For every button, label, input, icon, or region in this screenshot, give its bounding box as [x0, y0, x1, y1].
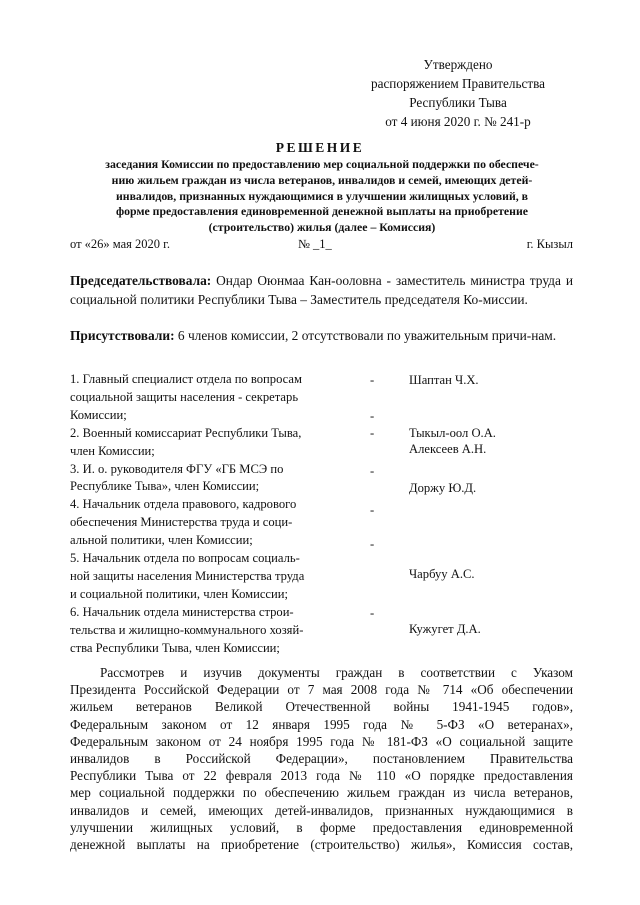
body-line: мер социальной поддержки по обеспечению жильем граждан из числа ветеранов, [70, 785, 573, 801]
body-line: Президента Российской Федерации от 7 мая 2008 года № 714 «Об обеспечении [70, 682, 573, 698]
member-row [70, 371, 580, 425]
decision-number: № _1_ [298, 237, 332, 251]
member-position-line: и социальной политики, член Комиссии; [70, 586, 288, 601]
member-dash: - [370, 409, 375, 423]
body-line: Федеральным законом от 24 ноября 1995 года № 181-ФЗ «О социальной защите [70, 733, 573, 749]
member-name: Чарбуу А.С. [409, 567, 475, 582]
main-body-paragraph [70, 664, 573, 853]
approval-line: Республики Тыва [409, 95, 507, 110]
meeting-city: г. Кызыл [526, 237, 573, 251]
member-name: Алексеев А.Н. [409, 441, 487, 456]
chair-paragraph [70, 272, 573, 309]
subtitle-line: инвалидов, признанных нуждающимися в улучшении жилищных условий, в [115, 188, 529, 203]
member-dash: - [370, 463, 375, 478]
document-subtitle [72, 157, 572, 236]
member-position-line: обеспечения Министерства труда и соци- [70, 515, 293, 530]
approval-line: распоряжением Правительства [371, 76, 545, 91]
date-line [70, 237, 573, 255]
body-line: улучшении жилищных условий, в форме предоставления единовременной [70, 819, 573, 835]
present-paragraph [70, 327, 573, 346]
approval-line: от 4 июня 2020 г. № 241-р [385, 114, 531, 129]
present-label: Присутствовали: [70, 328, 175, 343]
document-title: РЕШЕНИЕ [275, 140, 365, 155]
body-line: Федеральным законом от 12 января 1995 года № 5-ФЗ «О ветеранах», [70, 716, 573, 732]
body-line: Рассмотрев и изучив документы граждан в соответствии с Указом [100, 665, 573, 680]
member-dash: - [370, 425, 375, 440]
member-name: Доржу Ю.Д. [409, 481, 477, 496]
member-dash: - [370, 537, 375, 552]
subtitle-line: нию жильем граждан из числа ветеранов, инвалидов и семей, имеющих детей- [111, 172, 533, 187]
member-position-line: ства Республики Тыва, член Комиссии; [70, 640, 280, 655]
subtitle-line: форме предоставления единовременной денежной выплаты на приобретение [116, 204, 528, 219]
member-position-line: ной защиты населения Министерства труда [70, 568, 305, 583]
member-position-line: тельства и жилищно-коммунального хозяй- [70, 622, 304, 637]
chair-label: Председательствовала: [70, 273, 212, 288]
member-name: Кужугет Д.А. [409, 621, 481, 636]
member-dash: - [370, 605, 375, 620]
approval-block [338, 55, 578, 131]
subtitle-line: заседания Комиссии по предоставлению мер социальной поддержки по обеспече- [105, 157, 539, 171]
meeting-date: от «26» мая 2020 г. [70, 237, 171, 251]
member-position-line: 5. Начальник отдела по вопросам социаль- [70, 551, 300, 566]
body-line: инвалидов в Российской Федерации», постановлением Правительства [70, 751, 573, 767]
members-list [70, 371, 580, 658]
member-name: Шаптан Ч.Х. [409, 373, 479, 387]
member-dash: - [370, 373, 375, 387]
member-row [70, 550, 580, 604]
member-position-line: 6. Начальник отдела министерства строи- [70, 604, 294, 619]
body-line: инвалидов и семей, имеющих детей-инвалидов, признанных нуждающимися в [70, 802, 573, 818]
member-position-line: 2. Военный комиссариат Республики Тыва, [70, 425, 302, 440]
present-text: 6 членов комиссии, 2 отсутствовали по уважительным причи-нам. [174, 328, 557, 343]
subtitle-line: (строительство) жилья (далее – Комиссия) [208, 220, 436, 235]
member-row [70, 604, 580, 658]
member-position-line: член Комиссии; [70, 443, 155, 458]
member-position-line: 1. Главный специалист отдела по вопросам [70, 372, 302, 386]
member-position-line: Комиссии; [70, 407, 127, 422]
body-line: денежной выплаты на приобретение (строительство) жилья», Комиссия состав, [70, 837, 573, 853]
member-position-line: 3. И. о. руководителя ФГУ «ГБ МСЭ по [70, 461, 284, 476]
chair-text: Ондар Оюнмаа Кан-ооловна - заместитель министра труда и социальной политики Республики Тыва – Заместитель председателя Ко-миссии. [70, 273, 573, 307]
member-dash: - [370, 503, 375, 518]
member-position-line: альной политики, член Комиссии; [70, 533, 253, 548]
body-line: Республики Тыва от 22 февраля 2013 года № 110 «О порядке предоставления [70, 768, 573, 784]
member-row [70, 425, 580, 461]
body-line: жильем ветеранов Великой Отечественной войны 1941-1945 годов», [70, 699, 573, 715]
member-position-line: Республике Тыва», член Комиссии; [70, 479, 260, 494]
member-name: Тыкыл-оол О.А. [409, 425, 496, 440]
member-position-line: социальной защиты населения - секретарь [70, 389, 299, 404]
member-position-line: 4. Начальник отдела правового, кадрового [70, 497, 297, 512]
approval-line: Утверждено [423, 57, 493, 72]
